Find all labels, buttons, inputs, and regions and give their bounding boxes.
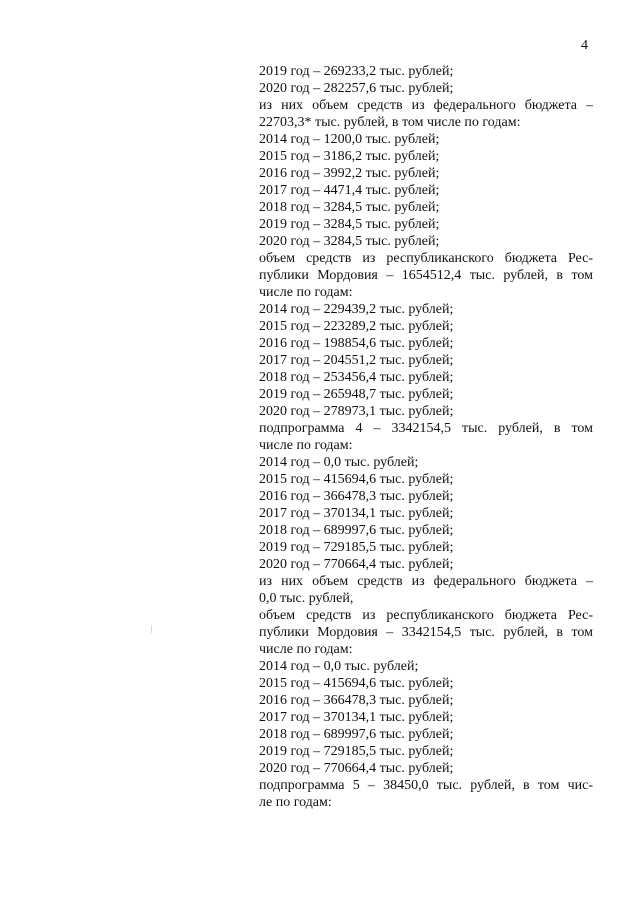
text-line: 2018 год – 3284,5 тыс. рублей; — [259, 200, 440, 215]
text-line: 2014 год – 0,0 тыс. рублей; — [259, 659, 419, 674]
page-number: 4 — [581, 38, 588, 53]
text-line: 2019 год – 269233,2 тыс. рублей; — [259, 64, 454, 79]
text-line: из них объем средств из федерального бюджета – — [259, 98, 593, 113]
text-line: публики Мордовия – 1654512,4 тыс. рублей, в том — [259, 268, 593, 283]
text-line: 2019 год – 729185,5 тыс. рублей; — [259, 540, 454, 555]
text-line: 2018 год – 253456,4 тыс. рублей; — [259, 370, 454, 385]
text-line: 2020 год – 282257,6 тыс. рублей; — [259, 81, 454, 96]
text-line: 2017 год – 370134,1 тыс. рублей; — [259, 506, 454, 521]
text-line: числе по годам: — [259, 285, 353, 300]
text-line: 2020 год – 278973,1 тыс. рублей; — [259, 404, 454, 419]
text-line: числе по годам: — [259, 642, 353, 657]
text-line: 22703,3* тыс. рублей, в том числе по годам: — [259, 115, 521, 130]
text-line: 0,0 тыс. рублей, — [259, 591, 354, 606]
text-line: 2016 год – 366478,3 тыс. рублей; — [259, 693, 454, 708]
text-line: публики Мордовия – 3342154,5 тыс. рублей, в том — [259, 625, 593, 640]
text-line: 2019 год – 3284,5 тыс. рублей; — [259, 217, 440, 232]
text-line: 2016 год – 3992,2 тыс. рублей; — [259, 166, 440, 181]
budget-text-block — [259, 63, 593, 811]
text-line: объем средств из республиканского бюджета Рес- — [259, 608, 593, 623]
text-line: 2015 год – 415694,6 тыс. рублей; — [259, 472, 454, 487]
text-line: 2017 год – 370134,1 тыс. рублей; — [259, 710, 454, 725]
text-line: 2016 год – 198854,6 тыс. рублей; — [259, 336, 454, 351]
text-line: 2014 год – 1200,0 тыс. рублей; — [259, 132, 440, 147]
text-line: 2017 год – 4471,4 тыс. рублей; — [259, 183, 440, 198]
text-line: 2018 год – 689997,6 тыс. рублей; — [259, 523, 454, 538]
margin-mark — [151, 625, 152, 633]
text-line: 2020 год – 770664,4 тыс. рублей; — [259, 557, 454, 572]
text-line: из них объем средств из федерального бюджета – — [259, 574, 593, 589]
text-line: объем средств из республиканского бюджета Рес- — [259, 251, 593, 266]
text-line: подпрограмма 5 – 38450,0 тыс. рублей, в том чис- — [259, 778, 593, 793]
text-line: числе по годам: — [259, 438, 353, 453]
text-line: 2016 год – 366478,3 тыс. рублей; — [259, 489, 454, 504]
text-line: 2014 год – 0,0 тыс. рублей; — [259, 455, 419, 470]
text-line: ле по годам: — [259, 795, 332, 810]
text-line: 2020 год – 770664,4 тыс. рублей; — [259, 761, 454, 776]
text-line: 2017 год – 204551,2 тыс. рублей; — [259, 353, 454, 368]
text-line: 2018 год – 689997,6 тыс. рублей; — [259, 727, 454, 742]
text-line: 2015 год – 415694,6 тыс. рублей; — [259, 676, 454, 691]
text-line: 2015 год – 223289,2 тыс. рублей; — [259, 319, 454, 334]
text-line: 2019 год – 265948,7 тыс. рублей; — [259, 387, 454, 402]
text-line: 2014 год – 229439,2 тыс. рублей; — [259, 302, 454, 317]
text-line: подпрограмма 4 – 3342154,5 тыс. рублей, в том — [259, 421, 593, 436]
text-line: 2015 год – 3186,2 тыс. рублей; — [259, 149, 440, 164]
text-line: 2019 год – 729185,5 тыс. рублей; — [259, 744, 454, 759]
text-line: 2020 год – 3284,5 тыс. рублей; — [259, 234, 440, 249]
